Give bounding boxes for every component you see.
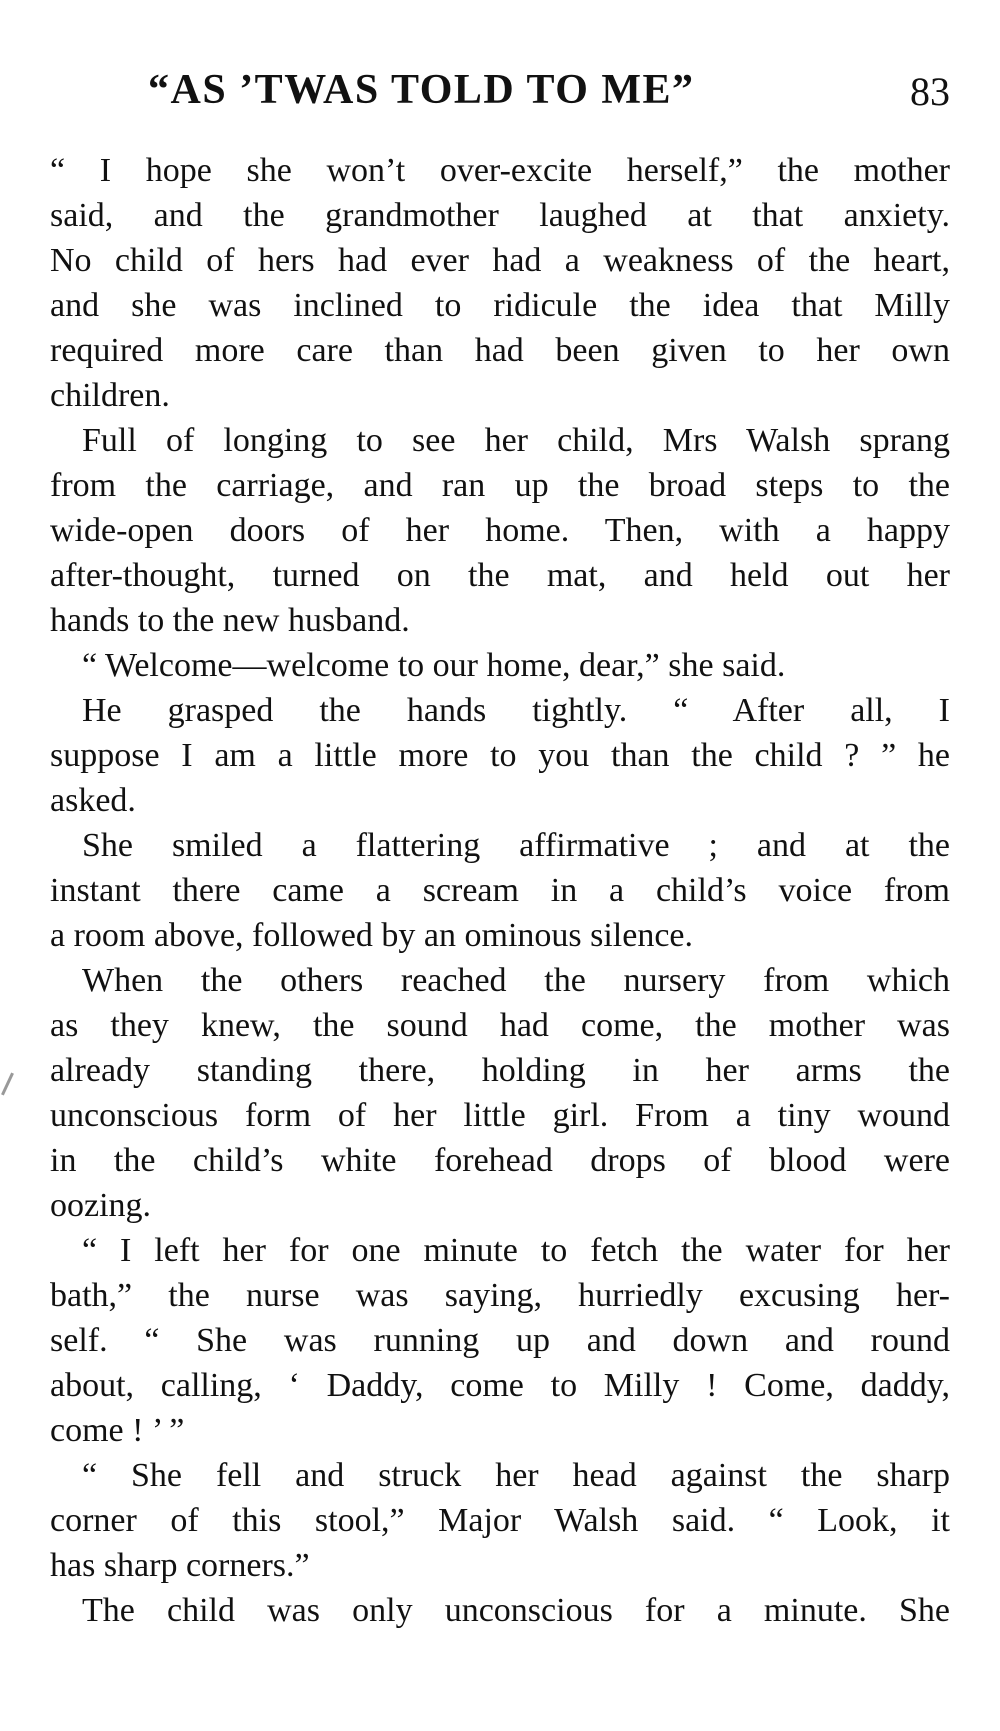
text-line: unconscious form of her little girl. From a tiny wound [50,1097,950,1134]
text-line: asked. [50,782,136,819]
text-line: wide-open doors of her home. Then, with a happy [50,512,950,549]
text-line: required more care than had been given to her own [50,332,950,369]
margin-pencil-mark [1,1072,14,1095]
text-line: said, and the grandmother laughed at that anxiety. [50,197,950,234]
text-line: Full of longing to see her child, Mrs Walsh sprang [82,422,950,459]
text-line: “ Welcome—welcome to our home, dear,” she said. [82,647,786,684]
text-line: suppose I am a little more to you than the child ? ” he [50,737,950,774]
text-line: in the child’s white forehead drops of blood were [50,1142,950,1179]
text-line: self. “ She was running up and down and round [50,1322,950,1359]
text-line: and she was inclined to ridicule the idea that Milly [50,287,950,324]
page-header [50,66,950,126]
text-line: as they knew, the sound had come, the mother was [50,1007,950,1044]
text-line: No child of hers had ever had a weakness of the heart, [50,242,950,279]
text-line: oozing. [50,1187,152,1224]
running-title: “AS ’TWAS TOLD TO ME” [148,67,695,113]
text-line: instant there came a scream in a child’s voice from [50,872,950,909]
text-line: When the others reached the nursery from which [82,962,950,999]
text-line: a room above, followed by an ominous silence. [50,917,694,954]
text-line: corner of this stool,” Major Walsh said. “ Look, it [50,1502,950,1539]
text-line: “ I hope she won’t over-excite herself,” the mother [50,152,950,189]
text-line: “ She fell and struck her head against the sharp [82,1457,950,1494]
text-line: has sharp corners.” [50,1547,310,1584]
text-line: after-thought, turned on the mat, and held out her [50,557,950,594]
text-line: children. [50,377,170,414]
text-line: from the carriage, and ran up the broad steps to the [50,467,950,504]
text-line: The child was only unconscious for a minute. She [82,1592,950,1629]
text-line: bath,” the nurse was saying, hurriedly excusing her- [50,1277,950,1314]
page-number: 83 [910,69,950,114]
text-line: “ I left her for one minute to fetch the water for her [82,1232,950,1269]
body-text [50,148,950,1633]
text-line: about, calling, ‘ Daddy, come to Milly ! Come, daddy, [50,1367,950,1404]
text-line: She smiled a flattering affirmative ; and at the [82,827,950,864]
text-line: already standing there, holding in her arms the [50,1052,950,1089]
text-line: hands to the new husband. [50,602,410,639]
text-line: He grasped the hands tightly. “ After all, I [82,692,950,729]
text-line: come ! ’ ” [50,1412,185,1449]
